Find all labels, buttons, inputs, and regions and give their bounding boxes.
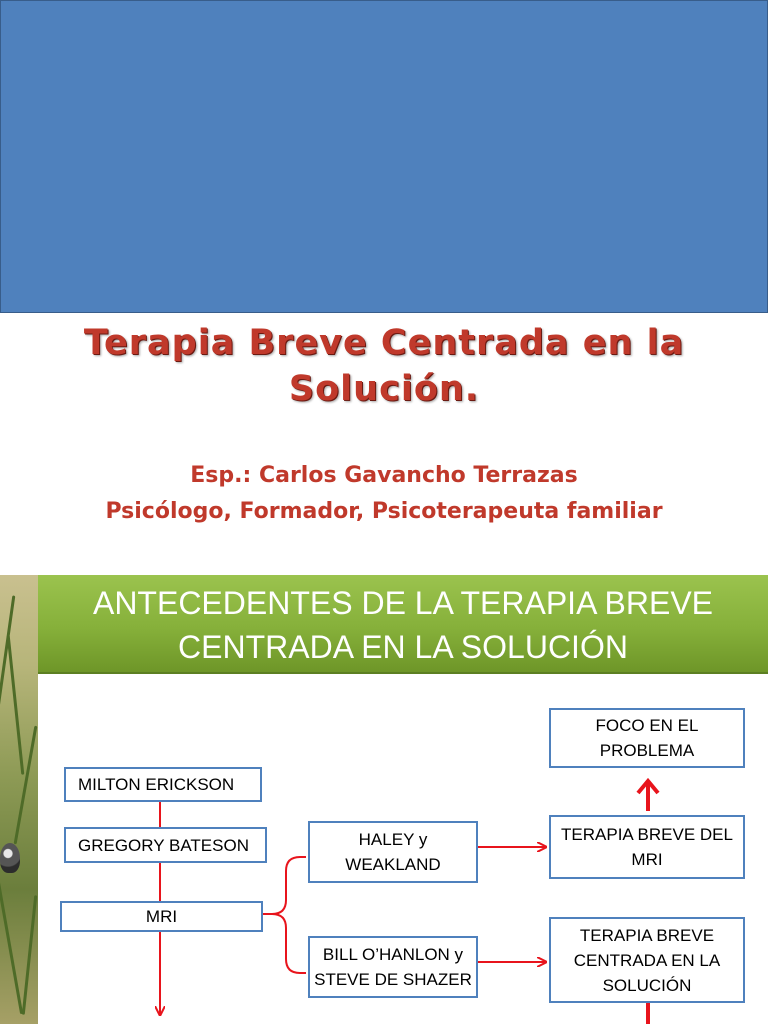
author-name: Esp.: Carlos Gavancho Terrazas: [190, 463, 578, 488]
header-line-1: ANTECEDENTES DE LA TERAPIA BREVE: [92, 585, 714, 621]
box-gregory-bateson: GREGORY BATESON: [64, 827, 267, 863]
box-haley-weakland: HALEY y WEAKLAND: [308, 821, 478, 883]
author-roles: Psicólogo, Formador, Psicoterapeuta familiar: [105, 499, 663, 524]
box-mri: MRI: [60, 901, 263, 932]
header-line-2: CENTRADA EN LA SOLUCIÓN: [178, 629, 628, 665]
box-foco-problema: FOCO EN EL PROBLEMA: [549, 708, 745, 768]
box-terapia-breve-mri: TERAPIA BREVE DEL MRI: [549, 815, 745, 879]
top-banner: [0, 0, 768, 313]
title-line-1: Terapia Breve Centrada en la: [83, 323, 685, 363]
box-milton-erickson: MILTON ERICKSON: [64, 767, 262, 802]
box-terapia-breve-centrada: TERAPIA BREVE CENTRADA EN LA SOLUCIÓN: [549, 917, 745, 1003]
brace-mri-branches: [263, 857, 306, 973]
box-ohanlon-deshazer: BILL O’HANLON y STEVE DE SHAZER: [308, 936, 478, 998]
title-line-2: Solución.: [288, 369, 480, 409]
author-block: [0, 458, 768, 530]
presentation-title: [0, 320, 768, 412]
slide-antecedentes: [0, 575, 768, 1024]
